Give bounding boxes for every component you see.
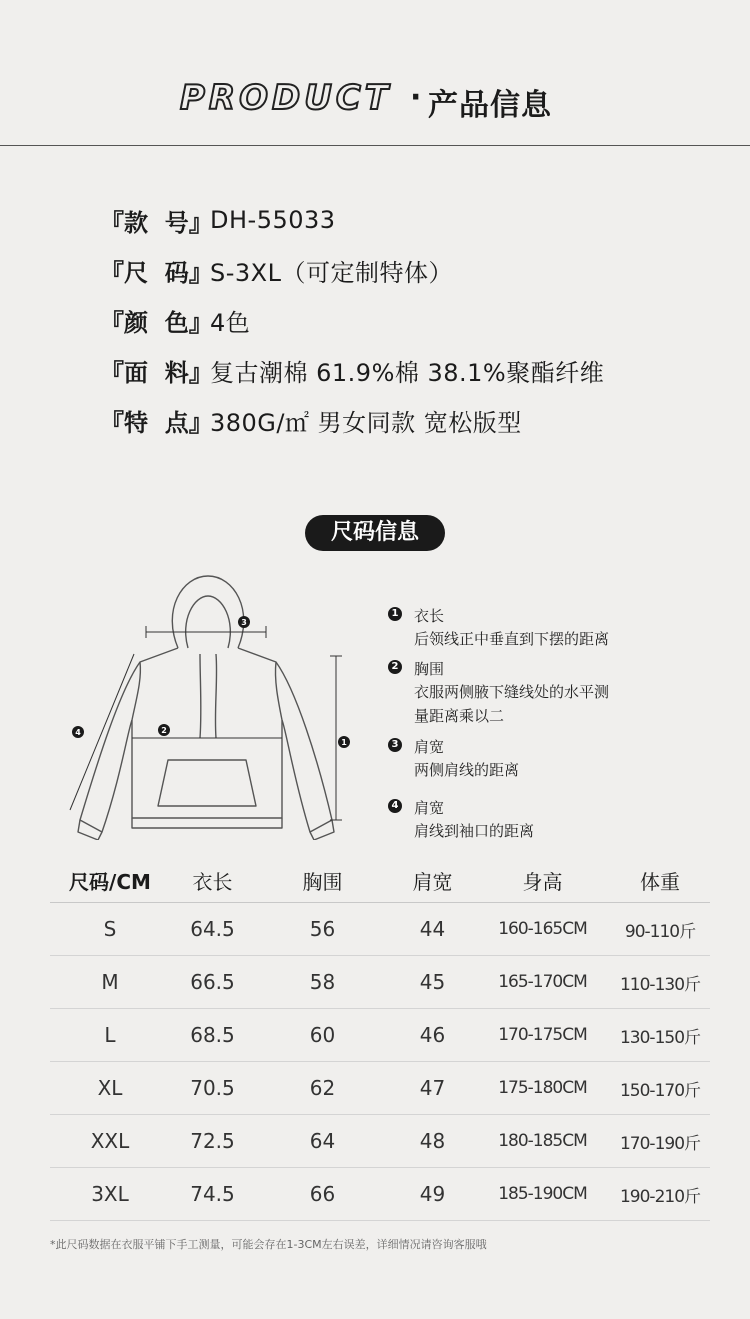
- cell-height: 180-185CM: [498, 1131, 587, 1151]
- cell-shoulder: 47: [419, 1076, 446, 1100]
- cell-chest: 56: [309, 917, 336, 941]
- col-header-size: 尺码/CM: [69, 869, 151, 894]
- cell-weight: 150-170斤: [619, 1080, 701, 1101]
- diagram-marker-2: 2: [161, 726, 167, 735]
- table-row: [50, 1168, 710, 1221]
- cell-weight: 170-190斤: [619, 1133, 701, 1154]
- info-row-fabric: [100, 345, 604, 395]
- legend-title: 胸围: [414, 660, 445, 678]
- table-row: [50, 1115, 710, 1168]
- legend-number: 3: [388, 738, 402, 752]
- size-info-title: 尺码信息: [305, 515, 445, 551]
- cell-weight: 90-110斤: [624, 921, 696, 942]
- info-label: 『特 点』: [100, 408, 213, 437]
- cell-length: 66.5: [190, 970, 235, 994]
- cell-length: 74.5: [190, 1182, 235, 1206]
- legend-desc: 量距离乘以二: [414, 707, 505, 725]
- col-header-length: 衣长: [192, 869, 233, 894]
- table-row: [50, 1062, 710, 1115]
- info-label: 『颜 色』: [100, 308, 213, 337]
- legend-title: 肩宽: [414, 738, 445, 756]
- cell-shoulder: 48: [419, 1129, 446, 1153]
- col-header-chest: 胸围: [302, 869, 343, 894]
- cell-weight: 130-150斤: [619, 1027, 701, 1048]
- brand-separator: ·: [410, 80, 422, 115]
- info-label: 『面 料』: [100, 358, 213, 387]
- cell-shoulder: 44: [419, 917, 446, 941]
- table-row: [50, 956, 710, 1009]
- cell-length: 70.5: [190, 1076, 235, 1100]
- product-info: [100, 195, 604, 445]
- info-row-color: [100, 295, 604, 345]
- info-value: 380G/㎡ 男女同款 宽松版型: [210, 408, 522, 437]
- cell-size: 3XL: [91, 1182, 129, 1206]
- brand-title-cn: 产品信息: [428, 88, 552, 123]
- col-header-weight: 体重: [640, 869, 680, 894]
- info-value: 复古潮棉 61.9%棉 38.1%聚酯纤维: [210, 358, 605, 387]
- cell-length: 64.5: [190, 917, 235, 941]
- table-header: [50, 858, 710, 903]
- cell-size: XL: [97, 1076, 123, 1100]
- table-row: [50, 903, 710, 956]
- table-row: [50, 1009, 710, 1062]
- info-label: 『款 号』: [100, 208, 213, 237]
- cell-height: 175-180CM: [498, 1078, 587, 1098]
- cell-size: M: [101, 970, 119, 994]
- hoodie-diagram: [50, 570, 350, 840]
- legend-number: 1: [388, 607, 402, 621]
- cell-shoulder: 45: [419, 970, 446, 994]
- info-row-size: [100, 245, 604, 295]
- cell-size: L: [104, 1023, 116, 1047]
- legend-desc: 肩线到袖口的距离: [414, 822, 535, 840]
- cell-shoulder: 49: [419, 1182, 446, 1206]
- legend-number: 4: [388, 799, 402, 813]
- cell-weight: 110-130斤: [619, 974, 701, 995]
- cell-height: 165-170CM: [498, 972, 587, 992]
- legend-number: 2: [388, 660, 402, 674]
- cell-size: S: [103, 917, 117, 941]
- diagram-marker-1: 1: [341, 738, 347, 747]
- legend-title: 衣长: [414, 607, 445, 625]
- info-value: DH-55033: [210, 206, 336, 234]
- cell-chest: 66: [309, 1182, 336, 1206]
- cell-weight: 190-210斤: [619, 1186, 701, 1207]
- cell-chest: 64: [309, 1129, 336, 1153]
- info-value: S-3XL（可定制特体）: [210, 258, 453, 287]
- header: [0, 70, 750, 126]
- cell-height: 160-165CM: [498, 919, 587, 939]
- cell-height: 185-190CM: [498, 1184, 587, 1204]
- diagram-marker-4: 4: [75, 728, 81, 737]
- cell-chest: 62: [309, 1076, 336, 1100]
- cell-size: XXL: [90, 1129, 130, 1153]
- brand-title-en: PRODUCT: [180, 78, 392, 118]
- header-divider: [0, 145, 750, 146]
- info-label: 『尺 码』: [100, 258, 213, 287]
- legend-title: 肩宽: [414, 799, 445, 817]
- legend-desc: 两侧肩线的距离: [414, 761, 520, 779]
- cell-height: 170-175CM: [498, 1025, 587, 1045]
- cell-chest: 58: [309, 970, 336, 994]
- diagram-marker-3: 3: [241, 618, 247, 627]
- cell-length: 68.5: [190, 1023, 235, 1047]
- legend-desc: 后领线正中垂直到下摆的距离: [414, 630, 610, 648]
- col-header-height: 身高: [522, 869, 563, 894]
- measurement-note: *此尺码数据在衣服平铺下手工测量，可能会存在1-3CM左右误差，详细情况请咨询客服哦: [50, 1238, 487, 1251]
- info-row-feature: [100, 395, 604, 445]
- info-value: 4色: [210, 308, 251, 337]
- cell-length: 72.5: [190, 1129, 235, 1153]
- cell-shoulder: 46: [419, 1023, 446, 1047]
- cell-chest: 60: [309, 1023, 336, 1047]
- size-table: [50, 858, 710, 1221]
- info-row-style: [100, 195, 604, 245]
- legend-desc: 衣服两侧腋下缝线处的水平测: [414, 683, 610, 701]
- col-header-shoulder: 肩宽: [412, 869, 453, 894]
